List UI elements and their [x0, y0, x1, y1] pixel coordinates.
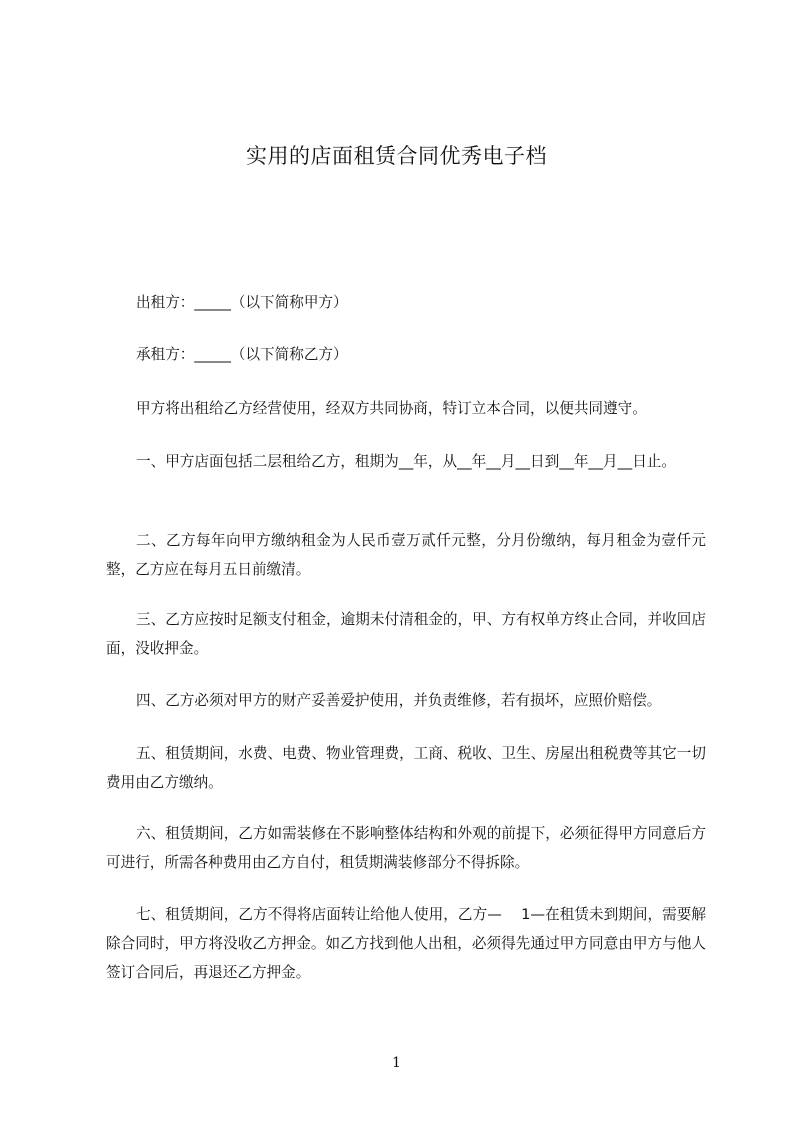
clause-7: 七、租赁期间，乙方不得将店面转让给他人使用，乙方— 1—在租赁未到期间，需要解除合同时，甲方将没收乙方押金。如乙方找到他人出租，必须得先通过甲方同意由甲方与他人签订合同后，再退还乙方押金。: [106, 906, 706, 981]
clause-6: 六、租赁期间，乙方如需装修在不影响整体结构和外观的前提下，必须征得甲方同意后方可进行，所需各种费用由乙方自付，租赁期满装修部分不得拆除。: [106, 825, 706, 871]
clause-1: 一、甲方店面包括二层租给乙方，租期为__年，从__年__月__日到__年__月__日止。: [136, 453, 676, 470]
clause-4: 四、乙方必须对甲方的财产妥善爱护使用，并负责维修，若有损坏，应照价赔偿。: [136, 692, 662, 709]
clause-3: 三、乙方应按时足额支付租金，逾期未付清租金的，甲、方有权单方终止合同，并收回店面，没收押金。: [106, 611, 706, 657]
intro-paragraph: 甲方将出租给乙方经营使用，经双方共同协商，特订立本合同，以便共同遵守。: [136, 400, 647, 417]
clause-5: 五、租赁期间，水费、电费、物业管理费，工商、税收、卫生、房屋出租税费等其它一切费用由乙方缴纳。: [106, 745, 706, 791]
lessee-line: 承租方：_____（以下简称乙方）: [136, 346, 348, 363]
document-title: 实用的店面租赁合同优秀电子档: [246, 144, 547, 168]
clause-2: 二、乙方每年向甲方缴纳租金为人民币壹万贰仟元整，分月份缴纳，每月租金为壹仟元整，乙方应在每月五日前缴清。: [106, 532, 706, 578]
lessor-line: 出租方：_____（以下简称甲方）: [136, 294, 348, 311]
page-number: 1: [392, 1055, 401, 1071]
